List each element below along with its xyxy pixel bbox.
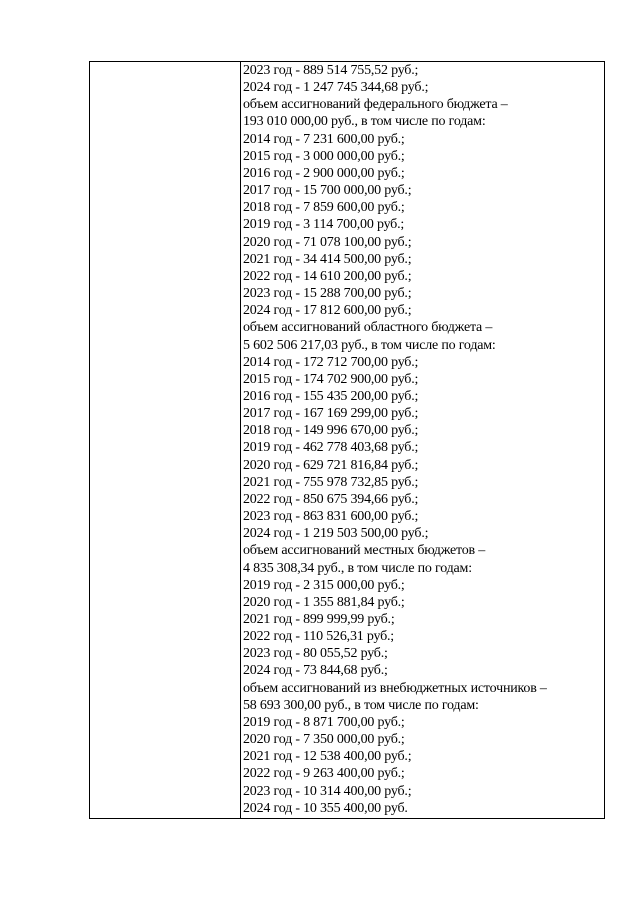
table-line: 2019 год - 462 778 403,68 руб.;: [243, 440, 419, 456]
table-line: 2020 год - 71 078 100,00 руб.;: [243, 234, 412, 250]
table-line: 2021 год - 12 538 400,00 руб.;: [243, 749, 412, 765]
table-line: 2019 год - 2 315 000,00 руб.;: [243, 577, 405, 593]
table-line: 2020 год - 629 721 816,84 руб.;: [243, 457, 419, 473]
table-line: 2017 год - 167 169 299,00 руб.;: [243, 406, 419, 422]
table-line: 2023 год - 80 055,52 руб.;: [243, 646, 388, 662]
table-line: 2024 год - 73 844,68 руб.;: [243, 663, 388, 679]
table-line: 2022 год - 9 263 400,00 руб.;: [243, 766, 405, 782]
table-line: 2016 год - 155 435 200,00 руб.;: [243, 388, 419, 404]
table-line: 2023 год - 15 288 700,00 руб.;: [243, 286, 412, 302]
table-line: 58 693 300,00 руб., в том числе по годам:: [243, 697, 479, 713]
table-line: 193 010 000,00 руб., в том числе по годам:: [243, 114, 486, 130]
table-line: 2021 год - 755 978 732,85 руб.;: [243, 474, 419, 490]
table-line: 2015 год - 3 000 000,00 руб.;: [243, 148, 405, 164]
budget-table: [89, 61, 605, 819]
table-line: 2024 год - 17 812 600,00 руб.;: [243, 303, 412, 319]
table-line: 2018 год - 7 859 600,00 руб.;: [243, 200, 405, 216]
table-line: объем ассигнований из внебюджетных источников –: [243, 680, 547, 696]
table-line: 4 835 308,34 руб., в том числе по годам:: [243, 560, 472, 576]
table-line: 2015 год - 174 702 900,00 руб.;: [243, 371, 419, 387]
table-line: 2023 год - 10 314 400,00 руб.;: [243, 783, 412, 799]
table-line: 2021 год - 899 999,99 руб.;: [243, 612, 395, 627]
table-line: 2019 год - 3 114 700,00 руб.;: [243, 217, 405, 233]
table-line: 2014 год - 172 712 700,00 руб.;: [243, 354, 419, 370]
table-line: 2020 год - 1 355 881,84 руб.;: [243, 594, 405, 610]
table-line: 2022 год - 850 675 394,66 руб.;: [243, 491, 419, 507]
table-right-cell: [241, 62, 604, 818]
table-line: 2016 год - 2 900 000,00 руб.;: [243, 165, 405, 181]
table-line: 2021 год - 34 414 500,00 руб.;: [243, 251, 412, 267]
table-line: 2014 год - 7 231 600,00 руб.;: [243, 131, 405, 147]
table-line: 2018 год - 149 996 670,00 руб.;: [243, 423, 419, 439]
table-line: 2020 год - 7 350 000,00 руб.;: [243, 732, 405, 748]
table-left-cell: [90, 62, 241, 818]
table-line: 5 602 506 217,03 руб., в том числе по годам:: [243, 337, 496, 353]
table-line: 2024 год - 10 355 400,00 руб.: [243, 800, 408, 816]
table-line: объем ассигнований федерального бюджета –: [243, 97, 508, 113]
table-line: объем ассигнований местных бюджетов –: [243, 543, 486, 559]
table-line: 2023 год - 863 831 600,00 руб.;: [243, 509, 419, 525]
table-line: 2022 год - 110 526,31 руб.;: [243, 629, 394, 645]
table-line: 2019 год - 8 871 700,00 руб.;: [243, 714, 405, 730]
table-line: 2022 год - 14 610 200,00 руб.;: [243, 268, 412, 284]
table-line: 2024 год - 1 219 503 500,00 руб.;: [243, 526, 429, 542]
table-line: 2023 год - 889 514 755,52 руб.;: [243, 63, 419, 78]
table-line: 2024 год - 1 247 745 344,68 руб.;: [243, 80, 429, 96]
table-line: 2017 год - 15 700 000,00 руб.;: [243, 183, 412, 199]
table-line: объем ассигнований областного бюджета –: [243, 320, 493, 336]
